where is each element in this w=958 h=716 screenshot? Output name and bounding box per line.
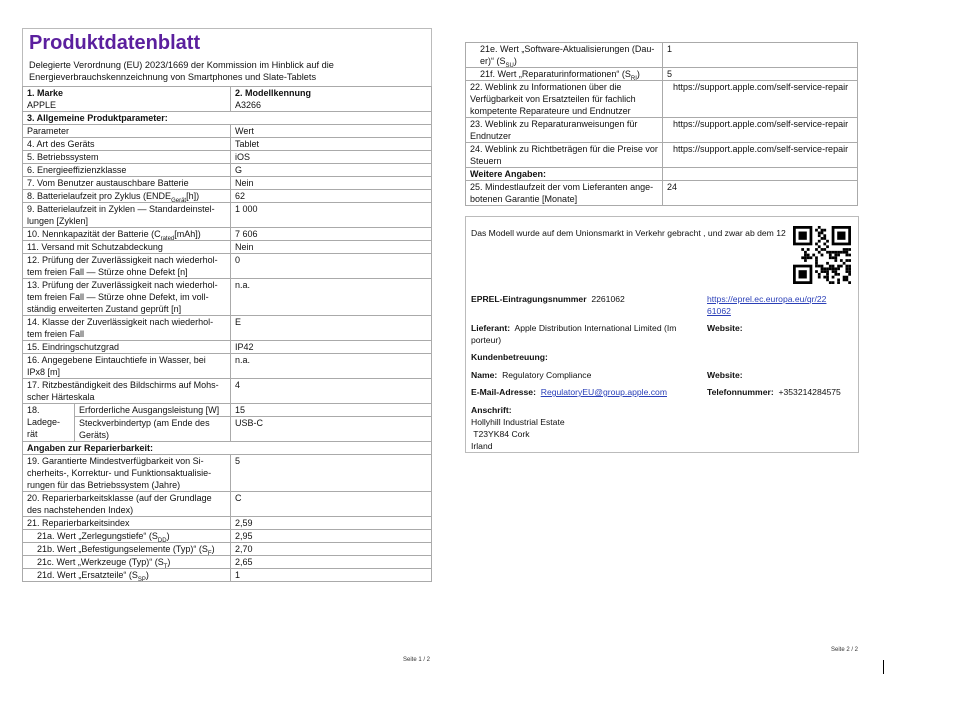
table-row bbox=[23, 517, 432, 530]
parameter-label: 21f. Wert „Reparaturinformationen“ (S bbox=[480, 69, 631, 79]
charger-power-value: 15 bbox=[231, 404, 432, 417]
parameter-label: Parameter bbox=[27, 126, 70, 136]
address-label: Anschrift: bbox=[471, 405, 512, 415]
parameter-cell bbox=[23, 530, 231, 543]
parameter-label-end: ) bbox=[145, 570, 149, 580]
brand-cell bbox=[23, 87, 231, 112]
value-cell: Tablet bbox=[231, 138, 432, 151]
charger-label: 18. Ladege-rät bbox=[23, 404, 75, 442]
table-row bbox=[23, 543, 432, 556]
parameter-cell bbox=[23, 177, 231, 190]
parameter-cell bbox=[466, 181, 663, 206]
parameter-label: 14. Klasse der Zuverlässigkeit nach wiederhol-tem freien Fall bbox=[27, 317, 214, 339]
model-label: 2. Modellkennung bbox=[235, 88, 312, 98]
parameter-cell bbox=[23, 241, 231, 254]
section-row bbox=[23, 112, 432, 125]
value-cell: E bbox=[231, 316, 432, 341]
value-cell: 2,59 bbox=[231, 517, 432, 530]
parameter-cell bbox=[23, 379, 231, 404]
value-cell: https://support.apple.com/self-service-repair bbox=[663, 143, 858, 168]
table-row bbox=[23, 151, 432, 164]
brand-value: APPLE bbox=[27, 100, 57, 110]
page-number-2: Seite 2 / 2 bbox=[831, 647, 859, 653]
parameter-label: 25. Mindestlaufzeit der vom Lieferanten ange-botenen Garantie [Monate] bbox=[470, 182, 654, 204]
parameter-label: 20. Reparierbarkeitsklasse (auf der Grundlage des nachstehenden Index) bbox=[27, 493, 212, 515]
parameter-label: 10. Nennkapazität der Batterie (C bbox=[27, 229, 161, 239]
parameter-cell bbox=[466, 143, 663, 168]
page-2 bbox=[465, 42, 858, 206]
parameter-label: 15. Eindringschutzgrad bbox=[27, 342, 120, 352]
parameter-subscript: F bbox=[207, 550, 212, 557]
table-row bbox=[23, 177, 432, 190]
address-line: T23YK84 Cork bbox=[471, 429, 530, 439]
supplier-label: Lieferant: bbox=[471, 323, 511, 333]
table-row bbox=[23, 354, 432, 379]
value-cell: Nein bbox=[231, 241, 432, 254]
value-cell: Wert bbox=[231, 125, 432, 138]
parameter-subscript: rated bbox=[160, 235, 175, 242]
table-row bbox=[23, 316, 432, 341]
website-label: Website: bbox=[707, 323, 743, 333]
model-cell bbox=[231, 87, 432, 112]
parameter-subscript: RI bbox=[630, 75, 637, 82]
table-row bbox=[23, 556, 432, 569]
parameter-label-end: ) bbox=[167, 557, 171, 567]
parameter-label: 21c. Wert „Werkzeuge (Typ)“ (S bbox=[37, 557, 164, 567]
page-1 bbox=[22, 28, 432, 582]
parameter-label: 23. Weblink zu Reparaturanweisungen für Endnutzer bbox=[470, 119, 638, 141]
product-table bbox=[22, 86, 432, 582]
table-row bbox=[23, 241, 432, 254]
repair-table-continued bbox=[465, 42, 858, 206]
address-line: Irland bbox=[471, 441, 493, 451]
supplier-value-cont: porteur) bbox=[471, 335, 502, 345]
parameter-label: 22. Weblink zu Informationen über die Verfügbarkeit von Ersatzteilen für fachlich kompetente Reparateure und Endnutzer bbox=[470, 82, 636, 116]
parameter-label: 12. Prüfung der Zuverlässigkeit nach wiederhol-tem freien Fall — Stürze ohne Defekt [n] bbox=[27, 255, 218, 277]
parameter-cell bbox=[23, 164, 231, 177]
table-row bbox=[466, 68, 858, 81]
parameter-label-end: ) bbox=[636, 69, 640, 79]
qr-code-icon[interactable] bbox=[793, 226, 851, 284]
value-cell: C bbox=[231, 492, 432, 517]
parameter-label: 7. Vom Benutzer austauschbare Batterie bbox=[27, 178, 189, 188]
parameter-cell bbox=[466, 168, 663, 181]
table-row bbox=[466, 43, 858, 68]
parameter-cell bbox=[466, 68, 663, 81]
table-row bbox=[23, 341, 432, 354]
table-row bbox=[23, 279, 432, 316]
parameter-cell bbox=[23, 492, 231, 517]
parameter-label: 16. Angegebene Eintauchtiefe in Wasser, bei IPx8 [m] bbox=[27, 355, 206, 377]
parameter-label: 21. Reparierbarkeitsindex bbox=[27, 518, 130, 528]
parameter-label: 8. Batterielaufzeit pro Zyklus (ENDE bbox=[27, 191, 172, 201]
parameter-cell bbox=[23, 341, 231, 354]
table-row bbox=[23, 138, 432, 151]
parameter-label: 21d. Wert „Ersatzteile“ (S bbox=[37, 570, 138, 580]
parameter-cell bbox=[23, 517, 231, 530]
section-row bbox=[23, 442, 432, 455]
name-value: Regulatory Compliance bbox=[502, 370, 592, 380]
parameter-cell bbox=[23, 138, 231, 151]
eprel-label: EPREL-Eintragungsnummer bbox=[471, 294, 587, 304]
parameter-label: 21e. Wert „Software-Aktualisierungen (Dau-er)“ (S bbox=[480, 44, 655, 66]
phone-value: +353214284575 bbox=[778, 387, 841, 397]
table-row bbox=[23, 203, 432, 228]
section-general-heading: 3. Allgemeine Produktparameter: bbox=[23, 112, 432, 125]
value-cell: 5 bbox=[231, 455, 432, 492]
parameter-label: 6. Energieeffizienzklasse bbox=[27, 165, 127, 175]
table-row bbox=[23, 125, 432, 138]
table-row bbox=[23, 455, 432, 492]
website-label-2: Website: bbox=[707, 370, 743, 380]
parameter-cell bbox=[466, 43, 663, 68]
parameter-label: 5. Betriebssystem bbox=[27, 152, 99, 162]
parameter-label: 19. Garantierte Mindestverfügbarkeit von Si-cherheits-, Korrektur- und Funktionsaktualisie-rungen für das Betriebssystem (Jahre) bbox=[27, 456, 212, 490]
charger-connector-label: Steckverbindertyp (am Ende des Geräts) bbox=[75, 417, 231, 442]
table-row bbox=[23, 379, 432, 404]
parameter-cell bbox=[23, 569, 231, 582]
page-number-1: Seite 1 / 2 bbox=[403, 657, 431, 663]
email-link[interactable]: RegulatoryEU@group.apple.com bbox=[540, 387, 667, 397]
table-row bbox=[466, 181, 858, 206]
parameter-cell bbox=[23, 279, 231, 316]
market-text: Das Modell wurde auf dem Unionsmarkt in Verkehr gebracht , und zwar ab dem 12 bbox=[471, 228, 786, 238]
value-cell: 1 bbox=[231, 569, 432, 582]
value-cell: 2,95 bbox=[231, 530, 432, 543]
regulation-subtitle bbox=[23, 55, 431, 86]
eprel-link[interactable]: https://eprel.ec.europa.eu/qr/22 61062 bbox=[707, 294, 827, 316]
support-label: Kundenbetreuung: bbox=[471, 352, 548, 362]
value-cell: n.a. bbox=[231, 354, 432, 379]
parameter-label: 4. Art des Geräts bbox=[27, 139, 95, 149]
parameter-label: 13. Prüfung der Zuverlässigkeit nach wiederhol-tem freien Fall — Stürze ohne Defekt, im voll-ständig erweiterten Zustand geprüft [n] bbox=[27, 280, 218, 314]
parameter-cell bbox=[23, 203, 231, 228]
text-cursor bbox=[883, 660, 884, 674]
value-cell bbox=[663, 168, 858, 181]
parameter-cell bbox=[23, 125, 231, 138]
page-title: Produktdatenblatt bbox=[29, 32, 201, 54]
eprel-info-box bbox=[465, 216, 859, 453]
parameter-cell bbox=[23, 190, 231, 203]
name-label: Name: bbox=[471, 370, 498, 380]
parameter-cell bbox=[466, 118, 663, 143]
section-repair-heading: Angaben zur Reparierbarkeit: bbox=[23, 442, 432, 455]
table-row bbox=[466, 143, 858, 168]
subtitle-line: Delegierte Verordnung (EU) 2023/1669 der Kommission im Hinblick auf die bbox=[29, 60, 334, 70]
parameter-cell bbox=[23, 543, 231, 556]
subtitle-line: Energieverbrauchskennzeichnung von Smartphones und Slate-Tablets bbox=[29, 72, 317, 82]
value-cell: 62 bbox=[231, 190, 432, 203]
table-row bbox=[23, 492, 432, 517]
parameter-cell bbox=[23, 151, 231, 164]
parameter-subscript: SP bbox=[137, 576, 146, 583]
supplier-value: Apple Distribution International Limited (Im bbox=[514, 323, 677, 333]
parameter-label-end: ) bbox=[166, 531, 170, 541]
value-cell: 1 000 bbox=[231, 203, 432, 228]
parameter-subscript: T bbox=[163, 563, 168, 570]
charger-connector-value: USB-C bbox=[231, 417, 432, 442]
eprel-value: 2261062 bbox=[591, 294, 625, 304]
value-cell: n.a. bbox=[231, 279, 432, 316]
value-cell: 2,65 bbox=[231, 556, 432, 569]
charger-row bbox=[23, 417, 432, 442]
value-cell: 1 bbox=[663, 43, 858, 68]
parameter-label-end: ) bbox=[513, 56, 517, 66]
value-cell: https://support.apple.com/self-service-repair bbox=[663, 118, 858, 143]
parameter-label: 9. Batterielaufzeit in Zyklen — Standardeinstel-lungen [Zyklen] bbox=[27, 204, 215, 226]
value-cell: https://support.apple.com/self-service-repair bbox=[663, 81, 858, 118]
parameter-cell bbox=[23, 354, 231, 379]
value-cell: Nein bbox=[231, 177, 432, 190]
phone-label: Telefonnummer: bbox=[707, 387, 774, 397]
value-cell: 7 606 bbox=[231, 228, 432, 241]
brand-label: 1. Marke bbox=[27, 88, 64, 98]
parameter-label: 21b. Wert „Befestigungselemente (Typ)“ (S bbox=[37, 544, 208, 554]
table-row bbox=[466, 81, 858, 118]
table-row bbox=[23, 569, 432, 582]
parameter-subscript: Gerät bbox=[171, 197, 187, 204]
brand-model-row bbox=[23, 87, 432, 112]
parameter-cell bbox=[23, 455, 231, 492]
parameter-cell bbox=[23, 556, 231, 569]
parameter-label: 11. Versand mit Schutzabdeckung bbox=[27, 242, 163, 252]
value-cell: 2,70 bbox=[231, 543, 432, 556]
table-row bbox=[23, 164, 432, 177]
email-label: E-Mail-Adresse: bbox=[471, 387, 536, 397]
address-line: Hollyhill Industrial Estate bbox=[471, 417, 565, 427]
table-row bbox=[23, 190, 432, 203]
table-row bbox=[466, 118, 858, 143]
table-row bbox=[23, 228, 432, 241]
value-cell: IP42 bbox=[231, 341, 432, 354]
parameter-label: 17. Ritzbeständigkeit des Bildschirms auf Mohs-scher Härteskala bbox=[27, 380, 219, 402]
parameter-label: Weitere Angaben: bbox=[470, 169, 547, 179]
charger-row bbox=[23, 404, 432, 417]
parameter-label: 24. Weblink zu Richtbeträgen für die Preise vor Steuern bbox=[470, 144, 658, 166]
value-cell: 4 bbox=[231, 379, 432, 404]
parameter-cell bbox=[23, 316, 231, 341]
value-cell: 24 bbox=[663, 181, 858, 206]
table-row bbox=[466, 168, 858, 181]
table-row bbox=[23, 530, 432, 543]
parameter-cell bbox=[23, 228, 231, 241]
parameter-cell bbox=[466, 81, 663, 118]
value-cell: 0 bbox=[231, 254, 432, 279]
parameter-label-end: [mAh]) bbox=[174, 229, 201, 239]
value-cell: iOS bbox=[231, 151, 432, 164]
model-value: A3266 bbox=[235, 100, 262, 110]
value-cell: G bbox=[231, 164, 432, 177]
parameter-label-end: ) bbox=[211, 544, 215, 554]
parameter-cell bbox=[23, 254, 231, 279]
value-cell: 5 bbox=[663, 68, 858, 81]
parameter-subscript: SU bbox=[505, 62, 514, 69]
parameter-label-end: [h]) bbox=[186, 191, 200, 201]
table-row bbox=[23, 254, 432, 279]
charger-power-label: Erforderliche Ausgangsleistung [W] bbox=[75, 404, 231, 417]
parameter-subscript: DD bbox=[157, 537, 167, 544]
header-box bbox=[22, 28, 432, 86]
parameter-label: 21a. Wert „Zerlegungstiefe“ (S bbox=[37, 531, 158, 541]
